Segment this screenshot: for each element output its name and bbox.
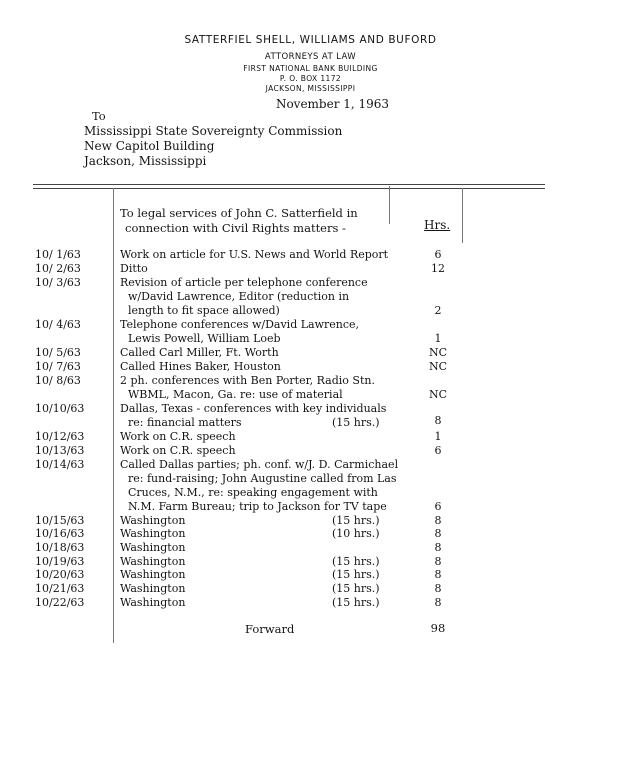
entry-date: 10/12/63 <box>35 430 85 443</box>
entry-subtotal-hours: (15 hrs.) <box>332 596 380 609</box>
entry-hours: 1 <box>434 430 442 443</box>
entry-description-line: Washington <box>120 555 186 568</box>
entry-description-line: w/David Lawrence, Editor (reduction in <box>128 290 350 303</box>
entry-description <box>120 318 359 346</box>
entry-hours: 8 <box>434 414 442 427</box>
firm-po-box: P. O. BOX 1172 <box>279 74 342 83</box>
entry-description <box>120 444 236 458</box>
letter-date: November 1, 1963 <box>275 97 390 111</box>
entry-date: 10/ 5/63 <box>35 346 81 359</box>
entry-date: 10/22/63 <box>35 596 85 609</box>
entry-description-line: Washington <box>120 596 186 609</box>
entry-subtotal-hours: (10 hrs.) <box>332 527 380 540</box>
entry-description-line: Work on article for U.S. News and World Report <box>120 248 389 261</box>
entry-hours: 6 <box>434 248 442 261</box>
entry-hours: NC <box>428 388 448 401</box>
entry-description-line: length to fit space allowed) <box>128 304 280 317</box>
entry-description-line: Washington <box>120 582 186 595</box>
entry-hours: 1 <box>434 332 442 345</box>
column-divider-mid <box>389 186 390 224</box>
forward-label: Forward <box>245 622 295 636</box>
entry-description-line: Washington <box>120 568 186 581</box>
entry-description <box>120 555 185 569</box>
entry-description <box>120 430 236 444</box>
entry-description <box>120 458 398 514</box>
firm-city: JACKSON, MISSISSIPPI <box>265 84 356 93</box>
entry-description-line: Work on C.R. speech <box>120 444 236 457</box>
entry-description <box>120 276 368 318</box>
entry-description <box>120 527 185 541</box>
entry-hours: 6 <box>434 444 442 457</box>
entry-description-line: Cruces, N.M., re: speaking engagement with <box>128 486 378 499</box>
entry-description <box>120 374 375 402</box>
entry-date: 10/19/63 <box>35 555 85 568</box>
services-intro-line-2: connection with Civil Rights matters - <box>125 221 346 235</box>
entry-description-line: Called Carl Miller, Ft. Worth <box>120 346 279 359</box>
entry-description <box>120 541 185 555</box>
entry-description-line: Washington <box>120 527 186 540</box>
recipient-line-2: New Capitol Building <box>84 139 215 153</box>
entry-description-line: Washington <box>120 514 186 527</box>
recipient-line-1: Mississippi State Sovereignty Commission <box>84 124 343 138</box>
services-intro-line-1: To legal services of John C. Satterfield in <box>120 206 358 220</box>
entry-description-line: 2 ph. conferences with Ben Porter, Radio Stn. <box>120 374 375 387</box>
entry-description-line: Telephone conferences w/David Lawrence, <box>120 318 360 331</box>
entry-description <box>120 360 281 374</box>
forward-total: 98 <box>430 621 446 635</box>
entry-date: 10/13/63 <box>35 444 85 457</box>
entry-description-line: WBML, Macon, Ga. re: use of material <box>128 388 343 401</box>
entry-date: 10/ 7/63 <box>35 360 81 373</box>
entry-date: 10/ 4/63 <box>35 318 81 331</box>
entry-description <box>120 582 185 596</box>
entry-description <box>120 568 185 582</box>
entry-hours: 8 <box>434 555 442 568</box>
entry-hours: 8 <box>434 541 442 554</box>
recipient-line-3: Jackson, Mississippi <box>84 154 207 168</box>
entry-description-line: Lewis Powell, William Loeb <box>128 332 281 345</box>
firm-building: FIRST NATIONAL BANK BUILDING <box>243 64 378 73</box>
entry-date: 10/18/63 <box>35 541 85 554</box>
entry-description-line: N.M. Farm Bureau; trip to Jackson for TV tape <box>128 500 387 513</box>
entry-description-line: re: fund-raising; John Augustine called from Las <box>128 472 397 485</box>
entry-hours: 8 <box>434 582 442 595</box>
entry-subtotal-hours: (15 hrs.) <box>332 568 380 581</box>
firm-attorneys: ATTORNEYS AT LAW <box>264 52 357 62</box>
entry-date: 10/14/63 <box>35 458 85 471</box>
entry-description-line: Dallas, Texas - conferences with key individuals <box>120 402 387 415</box>
entry-hours: NC <box>428 346 448 359</box>
entry-description-line: re: financial matters <box>128 416 242 429</box>
entry-description-line: Ditto <box>120 262 148 275</box>
entry-date: 10/10/63 <box>35 402 85 415</box>
entry-subtotal-hours: (15 hrs.) <box>332 555 380 568</box>
column-divider-right <box>462 188 463 243</box>
entry-description <box>120 346 279 360</box>
entry-date: 10/ 8/63 <box>35 374 81 387</box>
entry-description-line: Revision of article per telephone conference <box>120 276 368 289</box>
entry-date: 10/20/63 <box>35 568 85 581</box>
services-intro <box>120 206 358 236</box>
entry-date: 10/ 2/63 <box>35 262 81 275</box>
entry-description-line: Called Dallas parties; ph. conf. w/J. D. Carmichael <box>120 458 399 471</box>
entry-subtotal-hours: (15 hrs.) <box>332 416 380 429</box>
entry-hours: NC <box>428 360 448 373</box>
entry-hours: 6 <box>434 500 442 513</box>
entry-subtotal-hours: (15 hrs.) <box>332 582 380 595</box>
entry-description-line: Washington <box>120 541 186 554</box>
entry-description <box>120 514 185 528</box>
entry-description-line: Called Hines Baker, Houston <box>120 360 281 373</box>
entry-date: 10/ 3/63 <box>35 276 81 289</box>
entry-date: 10/15/63 <box>35 514 85 527</box>
entry-hours: 12 <box>431 262 445 275</box>
entry-hours: 8 <box>434 596 442 609</box>
to-label: To <box>92 109 106 123</box>
entry-hours: 8 <box>434 514 442 527</box>
entry-subtotal-hours: (15 hrs.) <box>332 514 380 527</box>
entry-description <box>120 262 148 276</box>
top-rule <box>33 184 545 185</box>
column-divider-left <box>113 188 114 643</box>
entry-hours: 8 <box>434 568 442 581</box>
hours-column-header: Hrs. <box>424 218 451 232</box>
entry-description <box>120 596 185 610</box>
entry-date: 10/21/63 <box>35 582 85 595</box>
entry-description <box>120 248 388 262</box>
entry-description-line: Work on C.R. speech <box>120 430 236 443</box>
top-rule-double <box>33 188 545 189</box>
firm-name: SATTERFIEL SHELL, WILLIAMS AND BUFORD <box>184 34 437 46</box>
entry-hours: 8 <box>434 527 442 540</box>
entry-date: 10/16/63 <box>35 527 85 540</box>
entry-hours: 2 <box>434 304 442 317</box>
entry-date: 10/ 1/63 <box>35 248 81 261</box>
